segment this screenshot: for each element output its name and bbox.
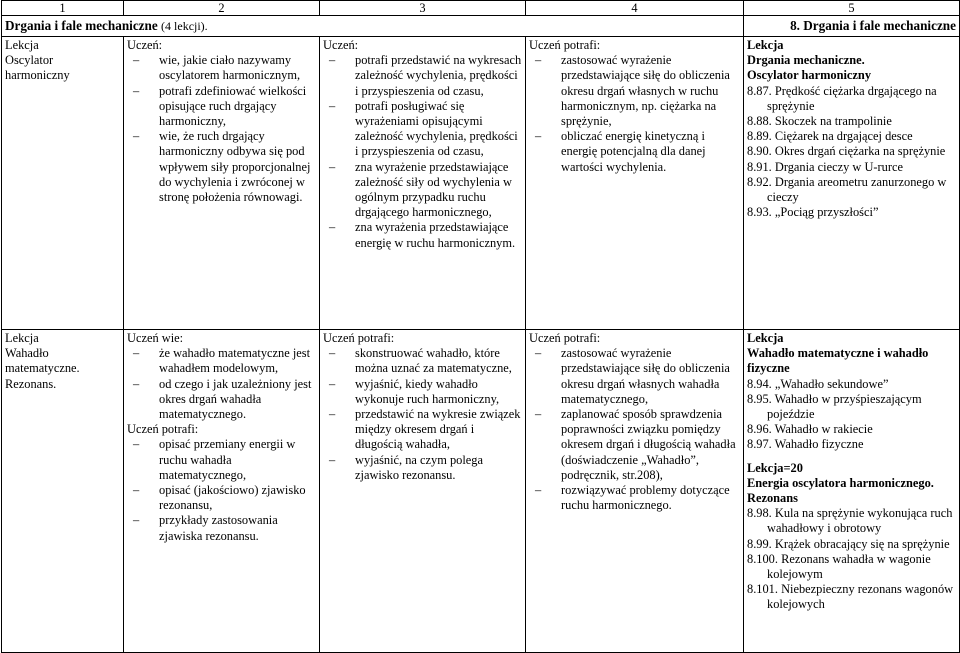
list-item: – wyjaśnić, kiedy wahadło wykonuje ruch harmoniczny, <box>323 377 522 407</box>
lesson-row <box>2 330 960 653</box>
requirements-intro: Uczeń potrafi: <box>323 331 395 345</box>
lesson-name-cell <box>2 330 124 653</box>
requirements-list <box>127 437 316 543</box>
tasks-topic-title: Wahadło matematyczne i wahadło fizyczne <box>747 346 929 376</box>
list-item: – potrafi przedstawić na wykresach zależność wychylenia, prędkości i przyspieszenia od czasu, <box>323 53 522 99</box>
task-item: 8.96. Wahadło w rakiecie <box>747 422 873 437</box>
tasks-heading: Lekcja=20 <box>747 460 803 475</box>
list-item: – wyjaśnić, na czym polega zjawisko rezonansu. <box>323 453 522 483</box>
task-item: 8.93. „Pociąg przyszłości” <box>747 205 879 220</box>
extended-requirements-cell <box>320 37 526 330</box>
tasks-topic-title: Energia oscylatora harmonicznego. Rezonans <box>747 475 934 506</box>
task-item: 8.87. Prędkość ciężarka drgającego na sprężynie <box>747 83 937 113</box>
requirements-list <box>529 53 740 175</box>
lesson-name-line: Rezonans. <box>5 376 57 391</box>
requirements-list <box>529 346 740 513</box>
column-number: 5 <box>744 1 960 16</box>
list-item: – wie, jakie ciało nazywamy oscylatorem harmonicznym, <box>127 53 316 83</box>
requirements-intro: Uczeń: <box>127 38 163 52</box>
requirements-intro: Uczeń wie: <box>127 331 184 345</box>
task-item: 8.99. Krążek obracający się na sprężynie <box>747 536 950 551</box>
section-title: Drgania i fale mechaniczne (4 lekcji). <box>2 16 744 37</box>
requirements-list <box>127 346 316 422</box>
list-item: – zastosować wyrażenie przedstawiające siłę do obliczenia okresu drgań własnych wahadła matematycznego, <box>529 346 740 407</box>
column-number: 2 <box>124 1 320 16</box>
tasks-topic-title: Drgania mechaniczne. <box>747 53 865 68</box>
advanced-requirements-cell <box>526 330 744 653</box>
column-number: 1 <box>2 1 124 16</box>
task-item: 8.94. „Wahadło sekundowe” <box>747 376 889 391</box>
list-item: – potrafi posługiwać się wyrażeniami opisującymi zależność wychylenia, prędkości i przyspieszenia od czasu, <box>323 99 522 160</box>
requirements-list <box>323 346 522 483</box>
list-item: – opisać (jakościowo) zjawisko rezonansu, <box>127 483 316 513</box>
list-item: – zastosować wyrażenie przedstawiające siłę do obliczenia okresu drgań własnych w ruchu harmonicznym, np. ciężarka na sprężynie, <box>529 53 740 129</box>
basic-requirements-cell <box>124 37 320 330</box>
list-item: – wie, że ruch drgający harmoniczny odbywa się pod wpływem siły proporcjonalnej do wychylenia i zwróconej w stronę położenia równowagi. <box>127 129 316 205</box>
requirements-intro: Uczeń: <box>323 38 359 52</box>
lesson-name-line: Lekcja <box>5 331 39 345</box>
section-row <box>2 16 960 37</box>
list-item: – zna wyrażenia przedstawiające energię w ruchu harmonicznym. <box>323 220 522 250</box>
list-item: – zaplanować sposób sprawdzenia poprawności związku pomiędzy okresem drgań i długością wahadła (doświadczenie „Wahadło”, podręcznik, str.208), <box>529 407 740 483</box>
list-item: – potrafi zdefiniować wielkości opisujące ruch drgający harmoniczny, <box>127 84 316 130</box>
column-number: 4 <box>526 1 744 16</box>
textbook-tasks-cell <box>744 330 960 653</box>
list-item: – zna wyrażenie przedstawiające zależność siły od wychylenia w ogólnym przypadku ruchu drgającego harmonicznego, <box>323 160 522 221</box>
tasks-heading: Lekcja <box>747 38 784 52</box>
task-item: 8.92. Drgania areometru zanurzonego w cieczy <box>747 174 947 205</box>
textbook-tasks-cell <box>744 37 960 330</box>
list-item: – obliczać energię kinetyczną i energię potencjalną dla danej wartości wychylenia. <box>529 129 740 175</box>
list-item: – skonstruować wahadło, które można uznać za matematyczne, <box>323 346 522 376</box>
column-number: 3 <box>320 1 526 16</box>
tasks-heading: Lekcja <box>747 331 784 345</box>
task-item: 8.89. Ciężarek na drgającej desce <box>747 129 913 144</box>
list-item: – przedstawić na wykresie związek między okresem drgań i długością wahadła, <box>323 407 522 453</box>
curriculum-table <box>1 0 960 653</box>
lesson-name-line: matematyczne. <box>5 361 80 376</box>
list-item: – że wahadło matematyczne jest wahadłem modelowym, <box>127 346 316 376</box>
requirements-list <box>127 53 316 205</box>
task-item: 8.88. Skoczek na trampolinie <box>747 114 892 129</box>
list-item: – przykłady zastosowania zjawiska rezonansu. <box>127 513 316 543</box>
lesson-row <box>2 37 960 330</box>
lesson-name-line: Oscylator <box>5 53 54 68</box>
task-item: 8.90. Okres drgań ciężarka na sprężynie <box>747 144 946 159</box>
task-item: 8.97. Wahadło fizyczne <box>747 437 864 452</box>
requirements-list <box>323 53 522 251</box>
list-item: – rozwiązywać problemy dotyczące ruchu harmonicznego. <box>529 483 740 513</box>
requirements-intro: Uczeń potrafi: <box>529 38 601 52</box>
basic-requirements-cell <box>124 330 320 653</box>
list-item: – od czego i jak uzależniony jest okres drgań wahadła matematycznego. <box>127 377 316 423</box>
lesson-name-line: Wahadło <box>5 346 49 361</box>
advanced-requirements-cell <box>526 37 744 330</box>
lesson-name-line: harmoniczny <box>5 68 70 83</box>
extended-requirements-cell <box>320 330 526 653</box>
task-item: 8.95. Wahadło w przyśpieszającym pojeździe <box>747 391 922 422</box>
task-item: 8.98. Kula na sprężynie wykonująca ruch wahadłowy i obrotowy <box>747 506 953 536</box>
tasks-topic-subtitle: Oscylator harmoniczny <box>747 68 872 83</box>
chapter-title: 8. Drgania i fale mechaniczne <box>744 16 960 37</box>
task-item: 8.91. Drgania cieczy w U-rurce <box>747 159 903 174</box>
column-number-row <box>2 1 960 16</box>
task-item: 8.100. Rezonans wahadła w wagonie kolejowym <box>747 551 931 582</box>
requirements-intro: Uczeń potrafi: <box>127 422 199 437</box>
requirements-intro: Uczeń potrafi: <box>529 331 601 345</box>
task-item: 8.101. Niebezpieczny rezonans wagonów kolejowych <box>747 582 954 612</box>
lesson-name-cell <box>2 37 124 330</box>
lesson-name-line: Lekcja <box>5 38 39 52</box>
list-item: – opisać przemiany energii w ruchu wahadła matematycznego, <box>127 437 316 483</box>
